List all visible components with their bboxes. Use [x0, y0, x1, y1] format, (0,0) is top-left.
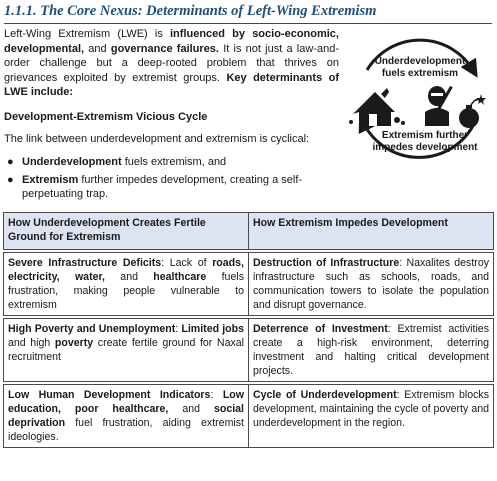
subheading: Development-Extremism Vicious Cycle [4, 111, 208, 123]
intro-paragraph [4, 27, 339, 100]
cell-bold: Destruction of Infrastructure [253, 257, 400, 269]
table-cell [4, 253, 249, 316]
militant-with-rifle-icon [425, 86, 453, 126]
cell-text: : [175, 323, 182, 335]
column-header-underdevelopment: How Underdevelopment Creates Fertile Ground for Extremism [4, 213, 249, 250]
cell-bold: Low education, poor healthcare, [8, 389, 244, 415]
cell-bold: roads, electricity, water, [8, 257, 244, 283]
table-cell [4, 385, 249, 448]
cell-bold: Severe Infrastructure Deficits [8, 257, 162, 269]
cell-text: and [104, 271, 154, 283]
cell-bold: social deprivation [8, 403, 244, 429]
cell-text: : Extremist activities create a high-risk environment, deterring investment and halting critical development projects. [253, 323, 489, 377]
bullet-bold: Underdevelopment [22, 156, 122, 168]
broken-hut-icon [349, 88, 405, 126]
intro-bold-1: influenced by socio-economic, developmental, [4, 28, 339, 55]
figure-top-label-2: fuels extremism [381, 68, 459, 79]
bullet-bold: Extremism [22, 173, 79, 186]
bullet-text: further impedes development, creating a self-perpetuating trap. [22, 173, 303, 201]
bomb-icon [459, 94, 486, 128]
figure-bottom-label-1: Extremism further [381, 130, 469, 141]
intro-text-2: and [84, 42, 111, 55]
table-cell [4, 319, 249, 382]
cell-text: and high [8, 337, 55, 349]
bullet-text: fuels extremism, and [121, 156, 227, 168]
table-cell [249, 253, 494, 316]
table-row [4, 319, 494, 382]
bullet-icon: ● [7, 156, 14, 168]
vicious-cycle-illustration [345, 22, 493, 168]
cell-bold: Low Human Development Indicators [8, 389, 211, 401]
cell-text: fuel frustration, aiding extremist ideologies. [8, 417, 244, 443]
table-cell [249, 385, 494, 448]
bullet-icon: ● [7, 173, 14, 186]
intro-text-1: Left-Wing Extremism (LWE) is [4, 28, 170, 40]
cell-text: : [210, 389, 223, 401]
list-item [4, 155, 339, 170]
cell-text: fuels frustration, making people vulnerable to extremism [8, 271, 244, 311]
intro-bold-2: governance failures. [110, 42, 219, 55]
figure-bottom-label-2: impedes development [372, 142, 478, 153]
cell-text: : Extremism blocks development, maintaining the cycle of poverty and underdevelopment in the region. [253, 389, 489, 429]
cell-text: : Lack of [161, 257, 213, 269]
intro-text-3: It is not just a law-and-order challenge but a deep-rooted problem that thrives on grievances exploited by extremist groups. [4, 42, 339, 84]
lead-sentence: The link between underdevelopment and extremism is cyclical: [4, 133, 310, 145]
cycle-comparison-table [3, 212, 494, 448]
cell-text: and [168, 403, 214, 415]
cell-bold: healthcare [153, 271, 207, 283]
table-header-row [4, 213, 494, 250]
list-item [4, 173, 339, 202]
section-heading: 1.1.1. The Core Nexus: Determinants of Left-Wing Extremism [4, 3, 492, 24]
cell-text: create fertile ground for Naxal recruitment [8, 337, 245, 363]
cell-bold: Deterrence of Investment [253, 323, 388, 335]
table-row [4, 385, 494, 448]
cell-text: : Naxalites destroy infrastructure such as schools, roads, and communication towers to isolate the population and disrupt governance. [253, 257, 490, 311]
cell-bold: Limited jobs [181, 323, 245, 335]
table-row [4, 253, 494, 316]
cell-bold: Cycle of Underdevelopment [253, 389, 397, 401]
cell-bold: poverty [54, 337, 94, 349]
cell-bold: High Poverty and Unemployment [8, 323, 176, 335]
column-header-extremism: How Extremism Impedes Development [249, 213, 494, 250]
table-cell [249, 319, 494, 382]
intro-bold-3: Key determinants of LWE include: [4, 71, 340, 99]
cycle-bullet-list [4, 155, 339, 205]
figure-top-label-1: Underdevelopment [374, 56, 466, 67]
